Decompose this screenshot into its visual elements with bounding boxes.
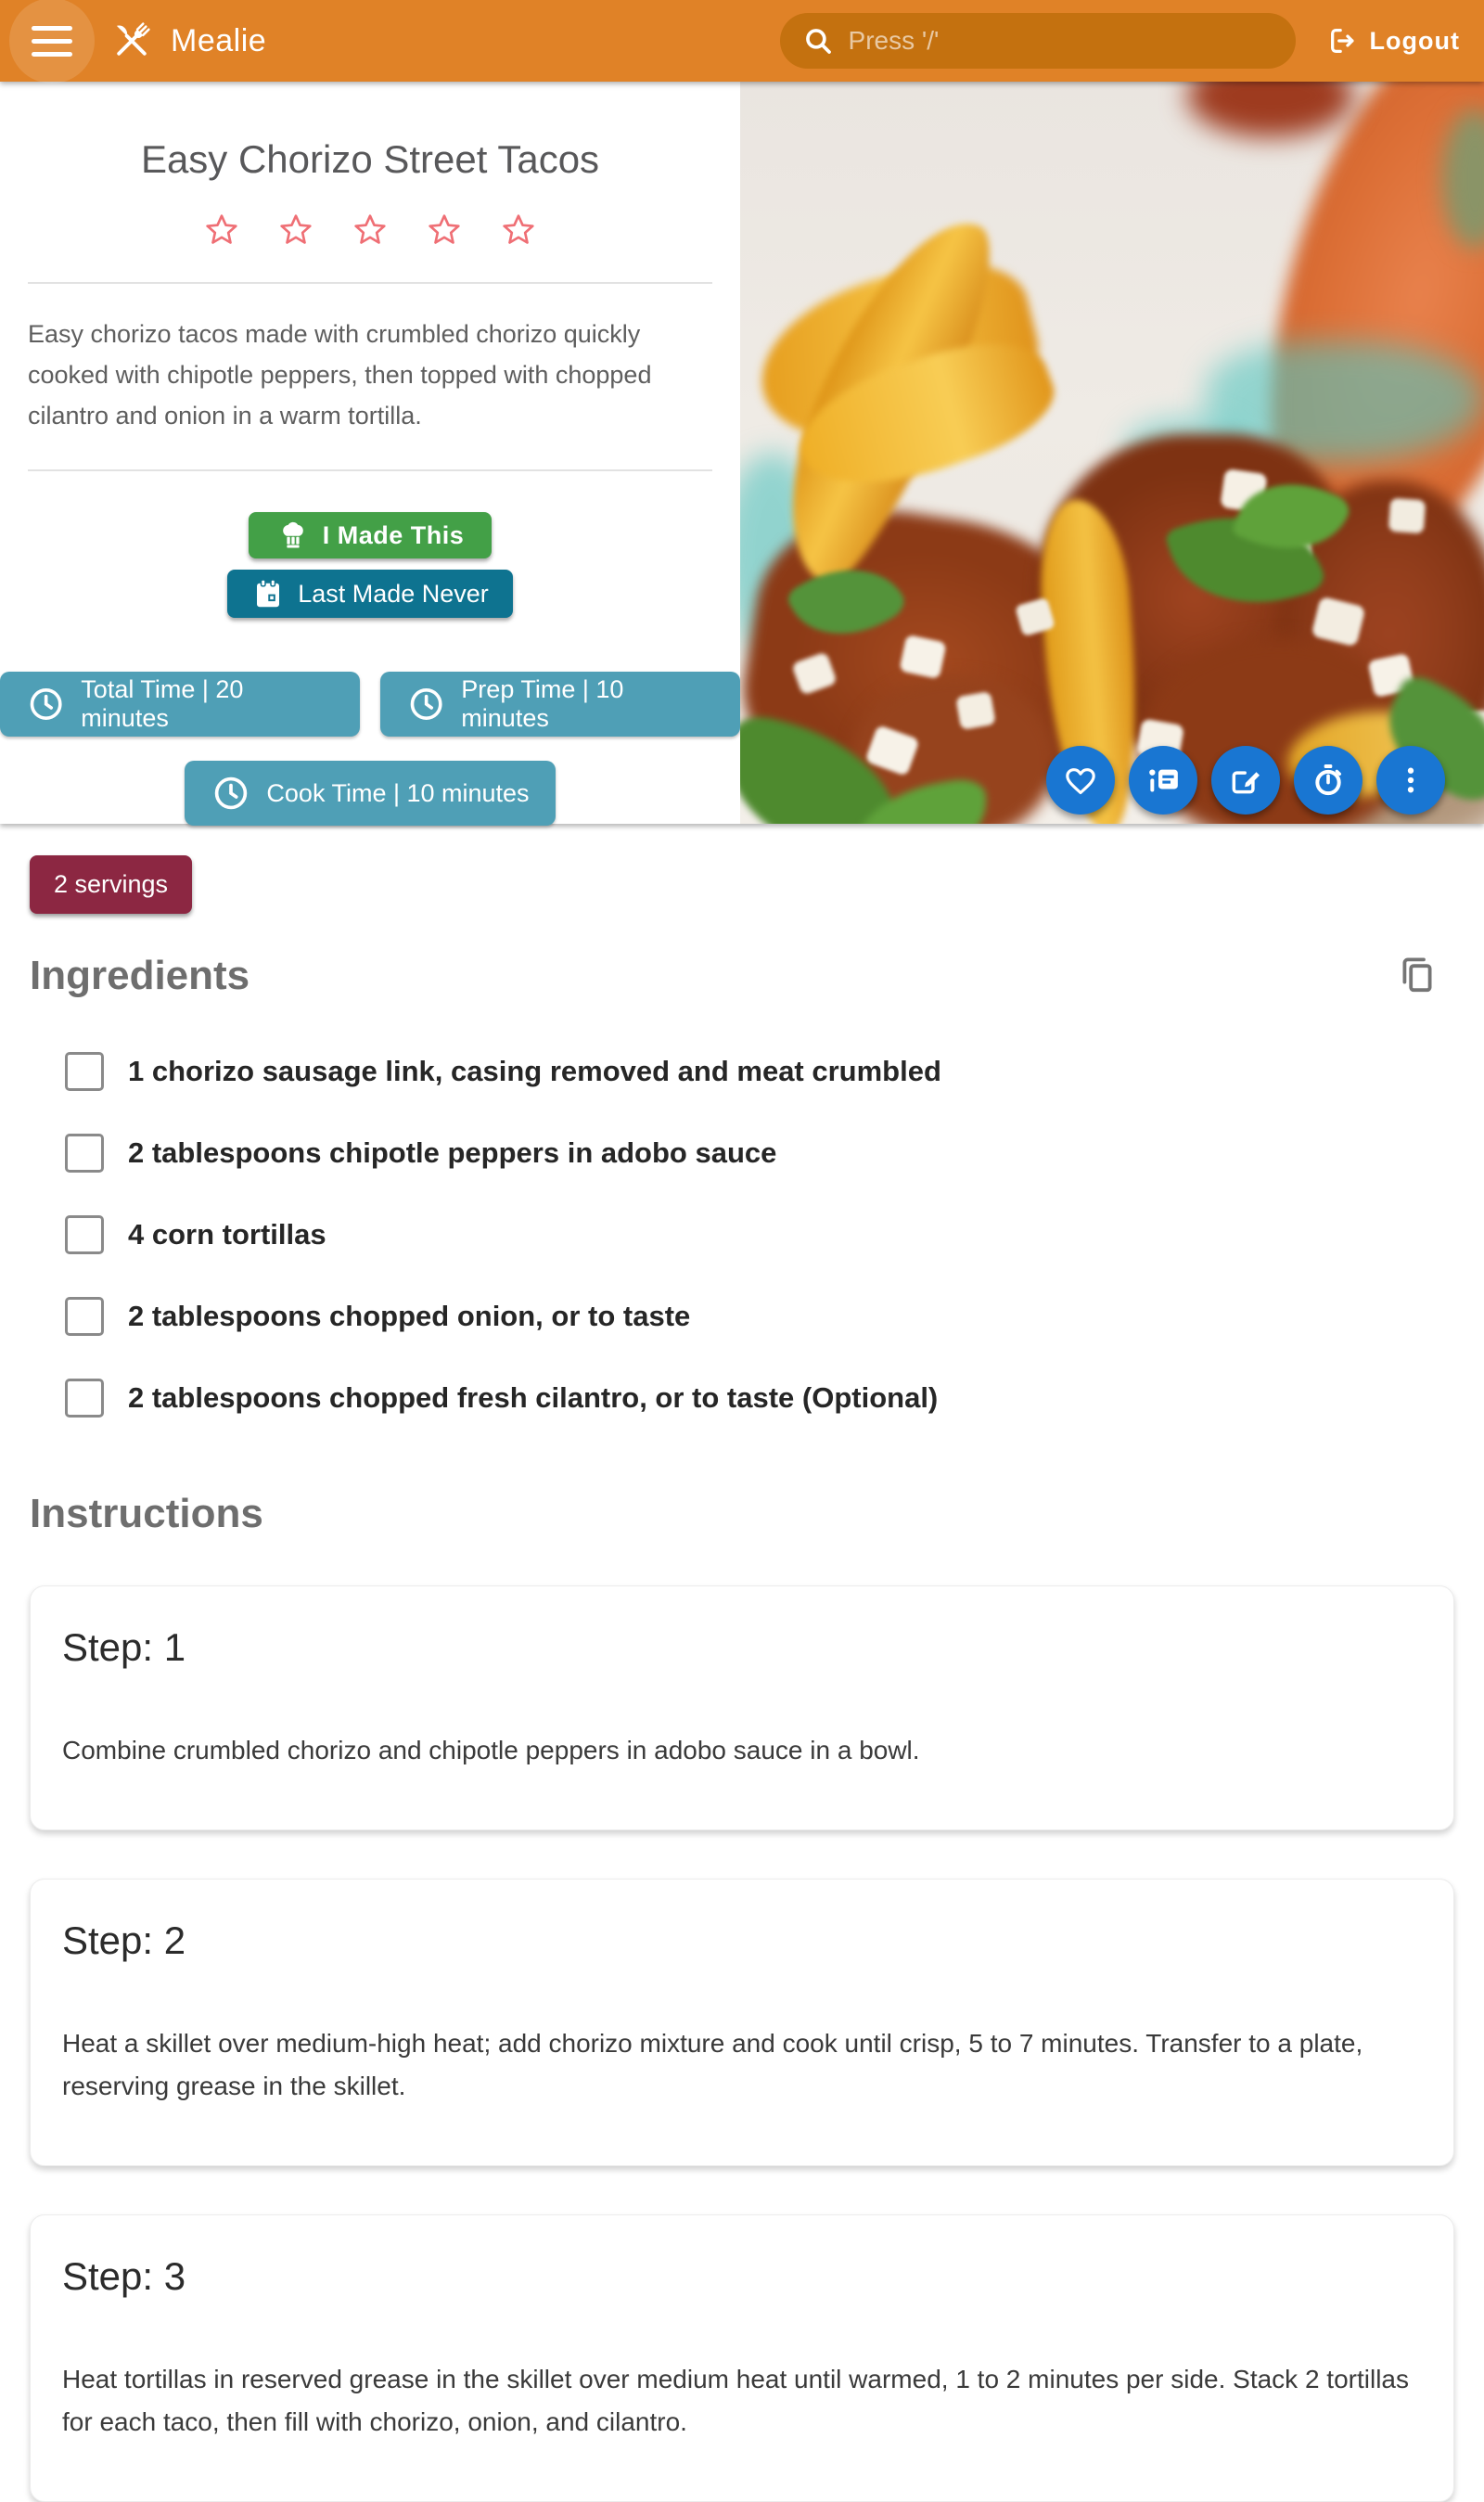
- i-made-this-button[interactable]: [249, 512, 493, 558]
- recipe-title: Easy Chorizo Street Tacos: [140, 137, 600, 181]
- photo-blob: [1187, 82, 1354, 137]
- copy-ingredients-button[interactable]: [1395, 954, 1439, 998]
- hamburger-bar: [32, 26, 72, 31]
- copy-icon: [1395, 954, 1439, 998]
- edit-button[interactable]: [1211, 746, 1280, 815]
- logout-button[interactable]: [1327, 25, 1460, 57]
- ingredients-heading: Ingredients: [30, 953, 250, 998]
- hamburger-menu-button[interactable]: [9, 0, 95, 83]
- ingredient-row[interactable]: [30, 1031, 1454, 1112]
- ingredient-checkbox[interactable]: [65, 1379, 104, 1418]
- recipe-description: Easy chorizo tacos made with crumbled chorizo quickly cooked with chipotle peppers, then topped with chopped cilantro and onion in a warm tortilla.: [28, 320, 652, 430]
- photo-action-buttons: [1046, 746, 1445, 815]
- recipe-hero: [0, 82, 1484, 824]
- step-title: Step: 1: [62, 1625, 186, 1669]
- recipe-summary-card: [0, 82, 740, 824]
- recipe-photo: [740, 82, 1484, 824]
- star-outline-icon[interactable]: [277, 212, 314, 249]
- i-made-this-label: I Made This: [322, 520, 465, 549]
- ingredients-list: [30, 1031, 1454, 1439]
- hamburger-bar: [32, 52, 72, 57]
- steps-list-icon: [1145, 762, 1182, 799]
- ingredient-label: 4 corn tortillas: [128, 1218, 326, 1251]
- calendar-icon: [251, 577, 285, 610]
- logout-icon: [1327, 25, 1359, 57]
- star-outline-icon[interactable]: [426, 212, 463, 249]
- divider: [28, 282, 712, 284]
- ingredients-section: [30, 953, 1454, 1439]
- step-card[interactable]: [30, 1585, 1454, 1830]
- star-outline-icon[interactable]: [500, 212, 537, 249]
- hamburger-bar: [32, 39, 72, 44]
- ingredient-label: 2 tablespoons chipotle peppers in adobo sauce: [128, 1136, 777, 1169]
- favorite-button[interactable]: [1046, 746, 1115, 815]
- clock-icon: [406, 684, 446, 725]
- clock-icon: [211, 773, 251, 814]
- more-options-button[interactable]: [1376, 746, 1445, 815]
- instructions-heading: Instructions: [30, 1491, 263, 1536]
- prep-time-chip: [380, 672, 740, 737]
- cook-time-label: Cook Time | 10 minutes: [266, 778, 530, 807]
- step-card[interactable]: [30, 1879, 1454, 2166]
- last-made-label: Last Made Never: [298, 579, 489, 608]
- photo-onion: [955, 691, 996, 730]
- timer-button[interactable]: [1294, 746, 1362, 815]
- chef-hat-icon: [276, 519, 310, 552]
- star-outline-icon[interactable]: [352, 212, 389, 249]
- step-title: Step: 3: [62, 2254, 186, 2298]
- ingredient-row[interactable]: [30, 1194, 1454, 1276]
- clock-icon: [26, 684, 66, 725]
- time-chips: [0, 672, 740, 826]
- step-card[interactable]: [30, 2214, 1454, 2502]
- step-text: Heat a skillet over medium-high heat; add chorizo mixture and cook until crisp, 5 to 7 minutes. Transfer to a plate, reserving grease in the skillet.: [62, 2029, 1363, 2100]
- cook-time-chip: [185, 761, 555, 826]
- ingredient-label: 1 chorizo sausage link, casing removed and meat crumbled: [128, 1055, 941, 1087]
- timer-icon: [1310, 762, 1347, 799]
- heart-icon: [1062, 762, 1099, 799]
- search-input[interactable]: [780, 13, 1296, 69]
- total-time-label: Total Time | 20 minutes: [81, 675, 244, 732]
- servings-chip[interactable]: 2 servings: [30, 855, 192, 914]
- step-title: Step: 2: [62, 1918, 186, 1962]
- app-header: [0, 0, 1484, 82]
- edit-icon: [1228, 763, 1263, 798]
- ingredient-row[interactable]: [30, 1112, 1454, 1194]
- logout-label: Logout: [1369, 26, 1460, 55]
- step-text: Heat tortillas in reserved grease in the skillet over medium heat until warmed, 1 to 2 minutes per side. Stack 2 tortillas for each taco, then fill with chorizo, onion, and cilantro.: [62, 2365, 1409, 2436]
- mealie-logo-icon: [108, 17, 156, 65]
- instructions-section: [30, 1491, 1454, 2502]
- ingredient-label: 2 tablespoons chopped onion, or to taste: [128, 1300, 691, 1332]
- total-time-chip: [0, 672, 360, 737]
- divider: [28, 469, 712, 471]
- ingredient-checkbox[interactable]: [65, 1215, 104, 1254]
- ingredient-checkbox[interactable]: [65, 1052, 104, 1091]
- ingredient-row[interactable]: [30, 1276, 1454, 1357]
- step-text: Combine crumbled chorizo and chipotle peppers in adobo sauce in a bowl.: [62, 1736, 920, 1764]
- app-title: Mealie: [171, 22, 267, 58]
- ingredient-row[interactable]: [30, 1357, 1454, 1439]
- recipe-steps-button[interactable]: [1129, 746, 1197, 815]
- ingredient-checkbox[interactable]: [65, 1297, 104, 1336]
- prep-time-label: Prep Time | 10 minutes: [461, 675, 624, 732]
- rating-stars[interactable]: [0, 212, 740, 249]
- last-made-button[interactable]: [227, 570, 513, 618]
- search-icon: [802, 25, 834, 57]
- search-placeholder: Press '/': [848, 26, 940, 55]
- kebab-menu-icon: [1393, 763, 1428, 798]
- photo-onion: [1388, 498, 1426, 534]
- star-outline-icon[interactable]: [203, 212, 240, 249]
- ingredient-label: 2 tablespoons chopped fresh cilantro, or to taste (Optional): [128, 1381, 939, 1414]
- ingredient-checkbox[interactable]: [65, 1134, 104, 1173]
